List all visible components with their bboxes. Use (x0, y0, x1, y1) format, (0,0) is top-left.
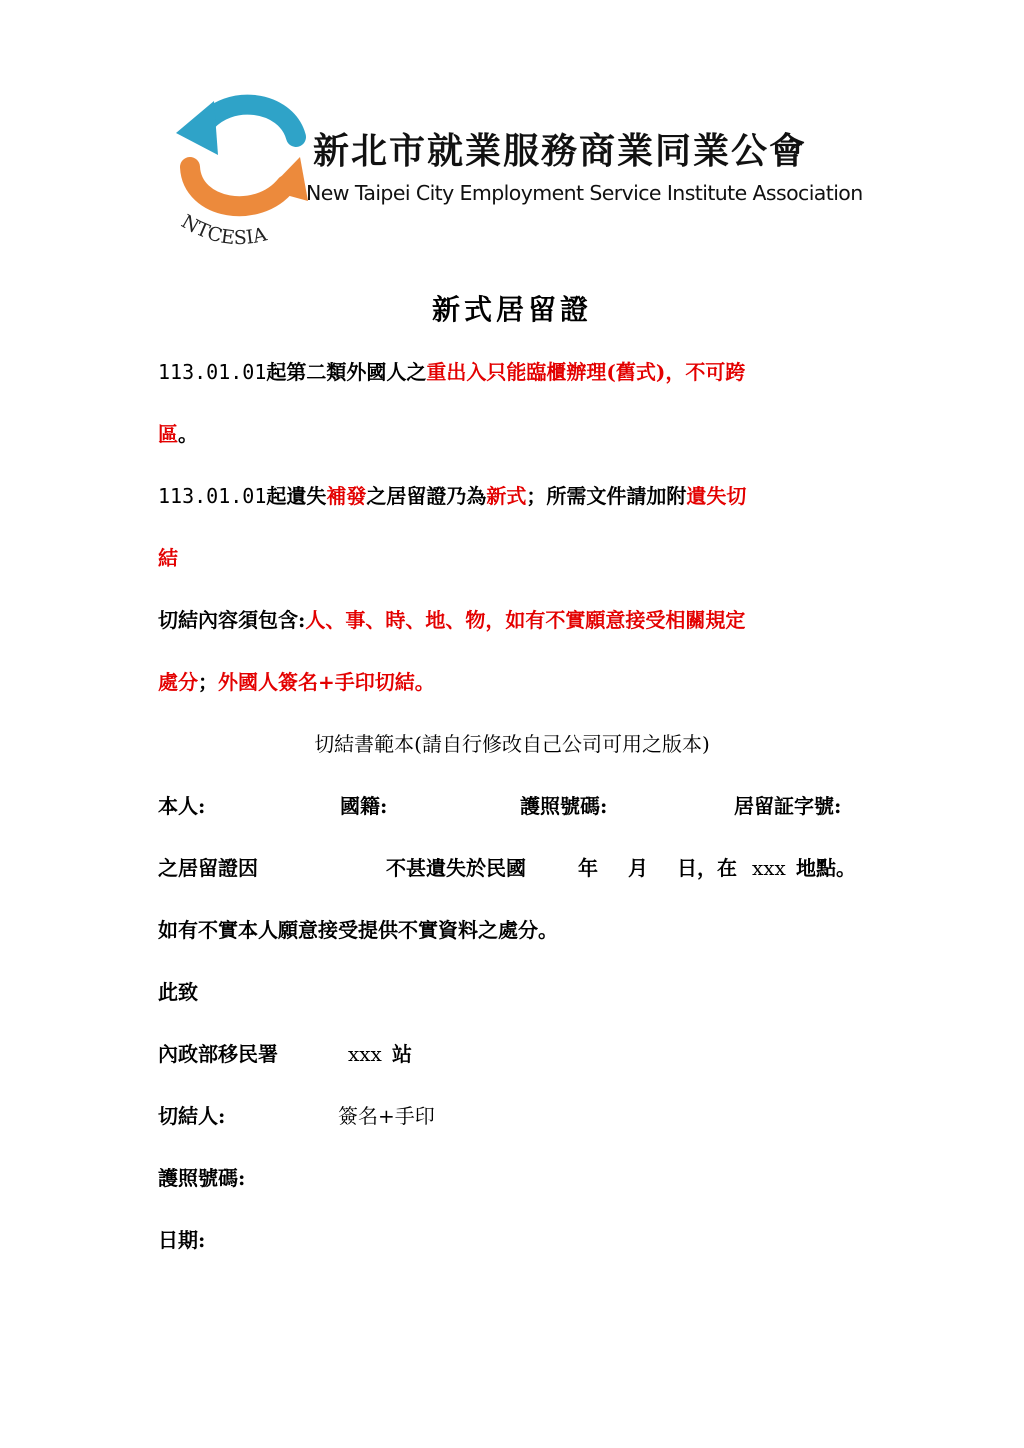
notice-3-highlight-a: 人、事、時、地、物，如有不實願意接受相關規定 (305, 608, 746, 632)
declaration: 如有不實本人願意接受提供不實資料之處分。 (158, 918, 558, 942)
notice-1-highlight-3: 區 (158, 422, 178, 446)
notice-1-text: 起第二類外國人之 (266, 360, 427, 384)
passport-label: 護照號碼: (158, 1166, 246, 1190)
reason-place: xxx (752, 856, 786, 880)
station-suffix: 站 (392, 1042, 412, 1066)
notice-2-text-a: 起遺失 (266, 484, 327, 508)
field-person-label: 本人: (158, 794, 206, 818)
date-label: 日期: (158, 1228, 206, 1252)
logo-abbrev: NTCESIA (177, 210, 269, 250)
org-name-english: New Taipei City Employment Service Institute Association (306, 181, 863, 205)
notice-1-date: 113.01.01 (158, 360, 267, 384)
notice-3-line-2 (158, 668, 878, 696)
header-logo (168, 75, 868, 265)
notice-1-comma: ， (665, 360, 686, 384)
notice-2-text-c: ；所需文件請加附 (526, 484, 687, 508)
reason-lost: 不甚遺失於民國 (386, 856, 526, 880)
recipient: 內政部移民署 (158, 1042, 278, 1066)
station-name: xxx (348, 1042, 382, 1066)
notice-1-highlight-2: 不可跨 (685, 360, 746, 384)
sample-heading: 切結書範本(請自行修改自己公司可用之版本) (314, 732, 710, 756)
notice-3-highlight-b: 處分 (158, 670, 198, 694)
signer-label: 切結人: (158, 1104, 226, 1128)
notice-2-highlight-c: 遺失切 (686, 484, 747, 508)
document-title: 新式居留證 (431, 293, 592, 326)
reason-year: 年 (578, 856, 598, 880)
org-name-chinese: 新北市就業服務商業同業公會 (313, 131, 808, 172)
field-arc-label: 居留証字號: (734, 794, 842, 818)
notice-2-date: 113.01.01 (158, 484, 267, 508)
notice-2-line-2 (158, 544, 878, 572)
notice-2-line-1 (158, 482, 878, 510)
notice-3-text-b: ； (198, 670, 218, 694)
signer-value: 簽名+手印 (338, 1104, 435, 1128)
notice-2-highlight-a: 補發 (326, 484, 367, 508)
notice-3-text-a: 切結內容須包含: (158, 608, 306, 632)
notice-3-line-1 (158, 606, 878, 634)
reason-place-suffix: 地點。 (796, 856, 856, 880)
reason-prefix: 之居留證因 (158, 856, 258, 880)
reason-day: 日，在 (677, 856, 737, 880)
field-nationality-label: 國籍: (340, 794, 388, 818)
notice-2-text-b: 之居留證乃為 (366, 484, 487, 508)
field-passport-label: 護照號碼: (520, 794, 608, 818)
notice-1-highlight: 重出入只能臨櫃辦理(舊式) (426, 360, 666, 384)
notice-1-line-2 (158, 420, 878, 448)
notice-3-highlight-c: 外國人簽名+手印切結。 (218, 670, 435, 694)
reason-month: 月 (628, 856, 648, 880)
notice-1-period: 。 (178, 422, 198, 446)
notice-1-line-1 (158, 358, 878, 386)
notice-2-highlight-b: 新式 (486, 484, 527, 508)
salutation: 此致 (158, 980, 198, 1004)
notice-2-highlight-d: 結 (158, 546, 178, 570)
